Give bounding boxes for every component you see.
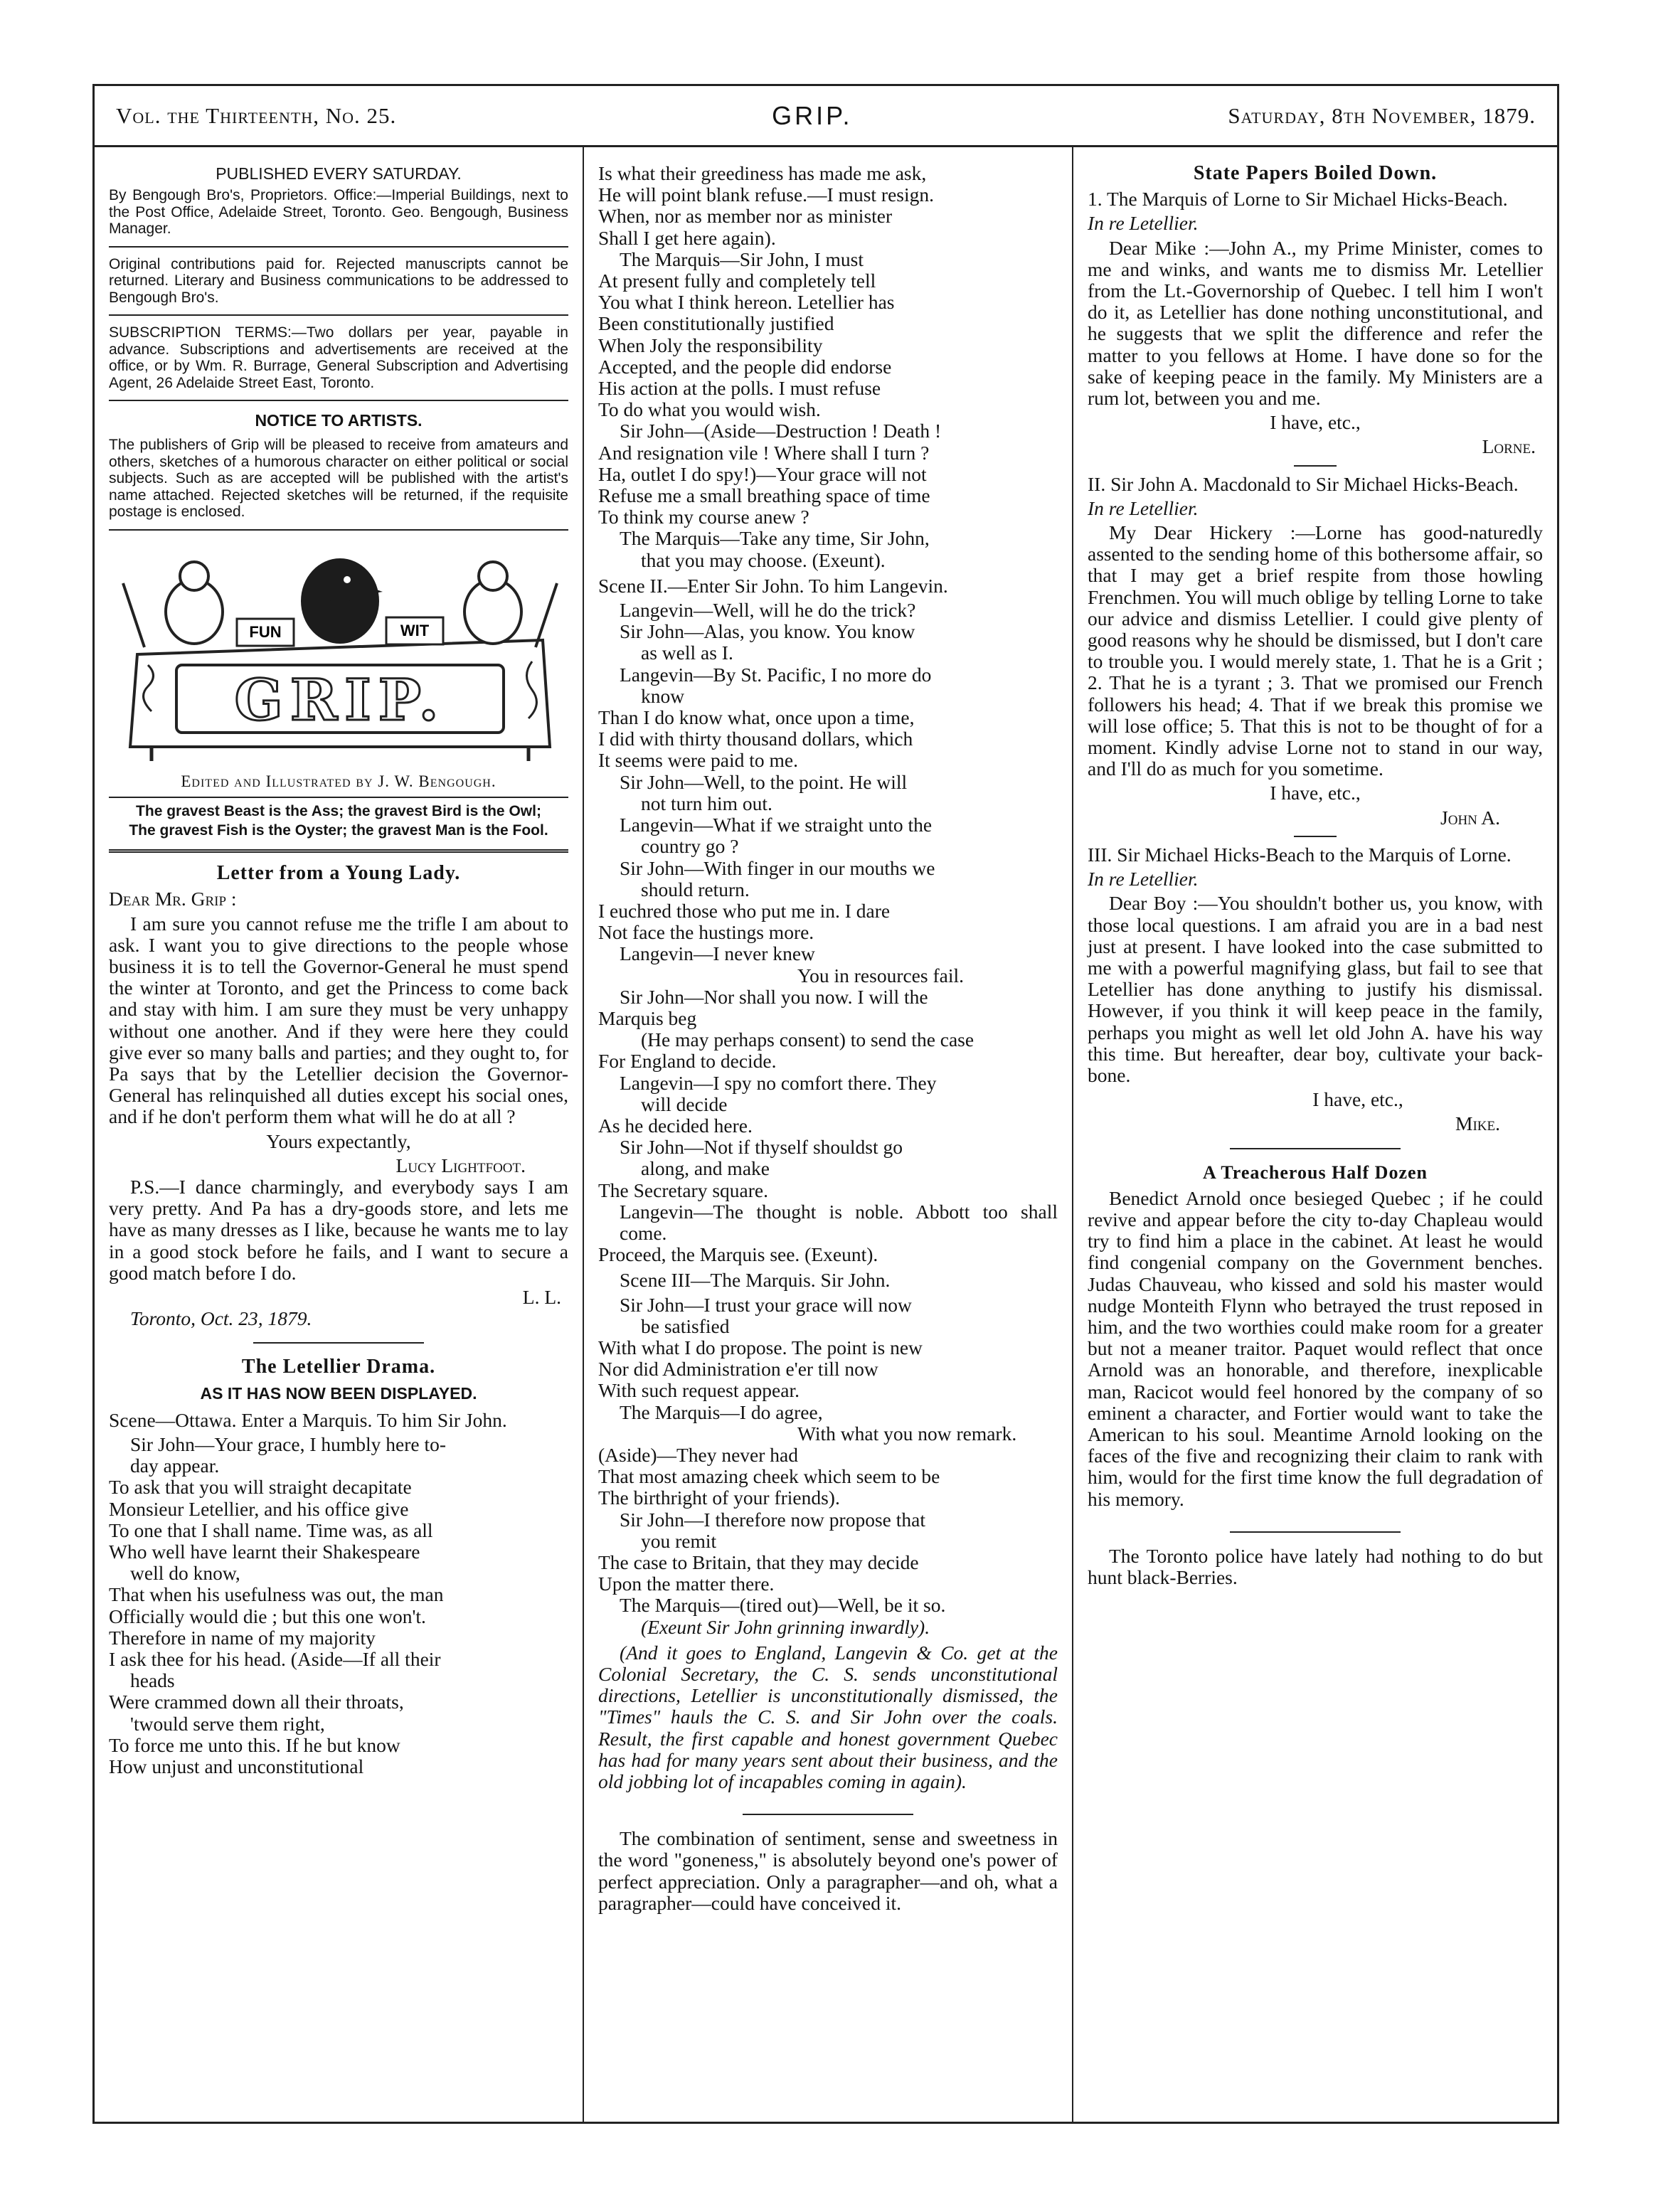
drama-line: The Secretary square. <box>598 1179 768 1201</box>
drama-line: That most amazing cheek which seem to be <box>598 1465 940 1488</box>
state-paper-3-re: In re Letellier. <box>1088 868 1199 890</box>
state-paper-2-close: I have, etc., <box>1270 782 1361 804</box>
drama-line: Upon the matter there. <box>598 1573 775 1595</box>
state-paper-1-close: I have, etc., <box>1270 411 1361 434</box>
state-paper-3-close: I have, etc., <box>1312 1088 1403 1111</box>
motto-line-2: The gravest Fish is the Oyster; the gravest Man is the Fool. <box>129 822 548 839</box>
logo-fun: FUN <box>249 622 282 641</box>
drama-line: that you may choose. (Exeunt). <box>641 548 886 571</box>
drama-line: Langevin—Well, will he do the trick? <box>620 599 916 622</box>
drama-line: (Aside)—They never had <box>598 1443 799 1466</box>
drama-line: Langevin—I spy no comfort there. They <box>620 1071 937 1094</box>
police-paragraph: The Toronto police have lately had nothing to do but hunt black-Berries. <box>1088 1544 1543 1588</box>
divider <box>109 529 568 531</box>
drama-line: The Marquis—I do agree, <box>620 1400 823 1423</box>
divider <box>1294 836 1337 837</box>
drama-line: With such request appear. <box>598 1379 800 1402</box>
drama-line: (He may perhaps consent) to send the case <box>641 1028 974 1051</box>
motto-line-1: The gravest Beast is the Ass; the gravest Bird is the Owl; <box>136 803 541 820</box>
notice-heading: NOTICE TO ARTISTS. <box>255 411 423 430</box>
drama-line: Refuse me a small breathing space of time <box>598 484 930 507</box>
state-paper-1-signature: Lorne. <box>1482 435 1536 458</box>
drama-line: The Marquis—Sir John, I must <box>620 248 864 270</box>
drama-line: The Marquis—Take any time, Sir John, <box>620 527 930 550</box>
letter-initials: L. L. <box>522 1285 561 1308</box>
drama-line: Sir John—Your grace, I humbly here to- <box>130 1432 447 1455</box>
drama-line: How unjust and unconstitutional <box>109 1755 364 1778</box>
divider <box>743 1814 913 1815</box>
drama-scene-3-lines <box>598 1294 1058 1638</box>
drama-line: Marquis beg <box>598 1006 697 1029</box>
drama-line: Sir John—I therefore now propose that <box>620 1508 925 1531</box>
drama-line: should return. <box>641 878 750 900</box>
drama-line: Sir John—Well, to the point. He will <box>620 770 908 793</box>
drama-line: Who well have learnt their Shakespeare <box>109 1541 420 1563</box>
drama-line: along, and make <box>641 1157 770 1180</box>
column-2 <box>584 147 1073 2122</box>
drama-line: Sir John—Not if thyself shouldst go <box>620 1136 903 1159</box>
divider <box>109 797 568 798</box>
drama-line: To force me unto this. If he but know <box>109 1733 400 1756</box>
drama-line: As he decided here. <box>598 1114 753 1137</box>
paper-title: GRIP. <box>772 100 853 130</box>
issue-date: Saturday, 8th November, 1879. <box>1228 102 1536 128</box>
column-3 <box>1073 147 1557 2122</box>
drama-line: To think my course anew ? <box>598 506 809 528</box>
drama-line: Langevin—What if we straight unto the <box>620 814 933 836</box>
contributions-notice: Original contributions paid for. Rejected manuscripts cannot be returned. Literary and Business communications to be addressed to Bengough Bro's. <box>109 255 568 306</box>
drama-line: The case to Britain, that they may decide <box>598 1551 919 1573</box>
newspaper-page <box>92 84 1559 2124</box>
divider <box>109 246 568 248</box>
drama-line: To ask that you will straight decapitate <box>109 1476 412 1499</box>
drama-line: Langevin—The thought is noble. Abbott too shall come. <box>620 1200 1058 1244</box>
drama-line: Therefore in name of my majority <box>109 1626 376 1649</box>
drama-stage-direction: (And it goes to England, Langevin & Co. get at the Colonial Secretary, the C. S. sends unconstitutional directions, Letellier is unconstitutionally dismissed, the "Times" hauls the C. S. and Sir John over the coals. Result, the first capable and honest government Quebec has had for many years sent about their business, and the old jobbing lot of incapables coming in again). <box>598 1641 1058 1793</box>
drama-line: Been constitutionally justified <box>598 312 834 335</box>
drama-line: With what you now remark. <box>797 1422 1017 1445</box>
drama-line: country go ? <box>641 835 739 858</box>
drama-line: Accepted, and the people did endorse <box>598 355 892 378</box>
treacherous-body: Benedict Arnold once besieged Quebec ; if he could revive and appear before the city to-day Chapleau would try to find him a place in the cabinet. At least he would find congenial company on the Government benches. Judas Chauveau, who kissed and sold his master would nudge Monteith Flynn who betrayed the trust reposed in him, and the two worthies could make room for a greater but not a meaner traitor. Paquet would reflect that once Arnold was an honorable, and therefore, inexplicable man, Racicot would feel honored by the company of so eminent a character, and Fortier would want to take the American to his soul. Meantime Arnold looking on the faces of the five and recognizing their claim to rank with him, would for the first time know the full degradation of his memory. <box>1088 1186 1543 1510</box>
publisher-info: By Bengough Bro's, Proprietors. Office:—Imperial Buildings, next to the Post Office, Adelaide Street, Toronto. Geo. Bengough, Business Manager. <box>109 187 568 238</box>
state-paper-3-title: III. Sir Michael Hicks-Beach to the Marquis of Lorne. <box>1088 843 1512 866</box>
letter-heading: Letter from a Young Lady. <box>216 862 461 885</box>
drama-subheading: AS IT HAS NOW BEEN DISPLAYED. <box>200 1383 477 1403</box>
drama-line: you remit <box>641 1529 717 1552</box>
drama-line: Officially would die ; but this one won't. <box>109 1605 426 1627</box>
drama-line: will decide <box>641 1092 728 1115</box>
drama-line: You what I think hereon. Letellier has <box>598 291 895 314</box>
drama-line: know <box>641 684 685 707</box>
divider <box>1294 465 1337 467</box>
letter-salutation: Dear Mr. Grip : <box>109 888 237 910</box>
letter-body: I am sure you cannot refuse me the trifle I am about to ask. I want you to give directions to the people whose business it is to tell the Governor-General he must spend the winter at Toronto, and get the Princess to come back and stay with him. I am sure they must be very unhappy without one another. And if they were here they could give ever so many balls and parties; and they ought to, for Pa says that by the Letellier decision the Governor-General has relinquished all duties except his social ones, and if he don't perform them what will he do at all ? <box>109 912 568 1128</box>
state-paper-2-re: In re Letellier. <box>1088 496 1199 519</box>
drama-scene: Scene—Ottawa. Enter a Marquis. To him Sir John. <box>109 1408 507 1431</box>
drama-scene-2: Scene II.—Enter Sir John. To him Langevin. <box>598 574 948 597</box>
drama-line: I did with thirty thousand dollars, which <box>598 728 913 750</box>
letter-place-date: Toronto, Oct. 23, 1879. <box>130 1307 312 1330</box>
grip-logo-drawing <box>109 533 570 768</box>
drama-line: Shall I get here again). <box>598 226 776 249</box>
state-paper-1-title: 1. The Marquis of Lorne to Sir Michael Hicks-Beach. <box>1088 188 1508 211</box>
state-papers-heading: State Papers Boiled Down. <box>1193 162 1438 184</box>
drama-line: It seems were paid to me. <box>598 749 799 772</box>
published-heading: PUBLISHED EVERY SATURDAY. <box>216 164 462 183</box>
divider <box>109 849 568 853</box>
drama-line: His action at the polls. I must refuse <box>598 377 881 400</box>
drama-line: be satisfied <box>641 1314 730 1337</box>
drama-heading: The Letellier Drama. <box>241 1356 436 1378</box>
drama-scene-2-lines <box>598 600 1058 1265</box>
editor-credit: Edited and Illustrated by J. W. Bengough. <box>181 772 496 790</box>
state-paper-2-body: My Dear Hickery :—Lorne has good-naturedly assented to the sending home of this bothersome affair, so that I may get a brief respite from those howling Frenchmen. You will much oblige by telling Lorne to take our advice and dismiss Letellier. I could give plenty of good reasons why he should be dismissed, but I don't care to trouble you. I would merely state, 1. That he is a Grit ; 2. That he is a tyrant ; 3. That we promised our French followers his head; 4. That if we break this promise we will lose office; 5. That this is not to be thought of for a moment. Kindly advise Lorne not to stand in our way, and I'll do as much for you sometime. <box>1088 521 1543 780</box>
treacherous-heading: A Treacherous Half Dozen <box>1202 1161 1428 1183</box>
drama-line: not turn him out. <box>641 792 772 814</box>
drama-line: Ha, outlet I do spy!)—Your grace will not <box>598 462 927 485</box>
divider <box>253 1342 424 1344</box>
grip-logo-illustration <box>109 533 568 768</box>
drama-line: With what I do propose. The point is new <box>598 1336 923 1358</box>
logo-grip: GRIP. <box>234 666 446 733</box>
divider <box>1230 1531 1401 1533</box>
drama-line: At present fully and completely tell <box>598 270 876 292</box>
drama-line: The Marquis—(tired out)—Well, be it so. <box>620 1594 946 1617</box>
drama-line: Sir John—With finger in our mouths we <box>620 856 935 879</box>
drama-line: When, nor as member nor as minister <box>598 205 893 228</box>
goneness-paragraph: The combination of sentiment, sense and sweetness in the word "goneness," is absolutely beyond one's power of perfect appreciation. Only a paragrapher—and oh, what a paragrapher—could have conceived it. <box>598 1827 1058 1914</box>
drama-line: When Joly the responsibility <box>598 334 823 356</box>
divider <box>109 400 568 401</box>
state-paper-3-body: Dear Boy :—You shouldn't bother us, you know, with those local questions. I am afraid you are in a bad nest just at present. I have looked into the case submitted to me with a powerful magnifying glass, but fail to see that Letellier has done anything to justify his dismissal. However, if you think it will keep peace in the family, perhaps you might as well let old John A. have his way this time. But hereafter, dear boy, cultivate your back-bone. <box>1088 892 1543 1086</box>
masthead <box>95 86 1557 147</box>
drama-line: Monsieur Letellier, and his office give <box>109 1497 409 1520</box>
drama-line: as well as I. <box>641 642 733 664</box>
letter-closing: Yours expectantly, <box>266 1129 411 1152</box>
drama-line: Sir John—(Aside—Destruction ! Death ! <box>620 420 942 442</box>
drama-line: For England to decide. <box>598 1050 777 1073</box>
drama-line: Than I do know what, once upon a time, <box>598 706 915 729</box>
notice-to-artists: The publishers of Grip will be pleased to receive from amateurs and others, sketches of a humorous character on either political or social subjects. Such as are accepted will be published with the artist's name attached. Rejected sketches will be returned, if the requisite postage is enclosed. <box>109 437 568 521</box>
volume-number: Vol. the Thirteenth, No. 25. <box>116 102 397 128</box>
drama-line: Not face the hustings more. <box>598 921 814 944</box>
drama-line: Sir John—Alas, you know. You know <box>620 620 915 643</box>
drama-line: That when his usefulness was out, the man <box>109 1583 444 1606</box>
drama-line: And resignation vile ! Where shall I turn ? <box>598 441 930 464</box>
drama-line: I euchred those who put me in. I dare <box>598 899 891 922</box>
state-paper-3-signature: Mike. <box>1455 1112 1500 1135</box>
divider <box>1230 1148 1401 1149</box>
state-paper-2-title: II. Sir John A. Macdonald to Sir Michael Hicks-Beach. <box>1088 472 1519 495</box>
letter-signature: Lucy Lightfoot. <box>395 1154 526 1176</box>
drama-line: Sir John—I trust your grace will now <box>620 1293 912 1316</box>
logo-wit: WIT <box>400 621 430 639</box>
drama-line: Is what their greediness has made me ask, <box>598 162 927 184</box>
drama-line: You in resources fail. <box>797 964 964 987</box>
drama-line: I ask thee for his head. (Aside—If all their <box>109 1648 441 1671</box>
drama-line: 'twould serve them right, <box>130 1712 325 1735</box>
drama-scene-3: Scene III—The Marquis. Sir John. <box>620 1269 891 1292</box>
drama-line: To one that I shall name. Time was, as all <box>109 1519 433 1541</box>
state-paper-2-signature: John A. <box>1440 806 1500 829</box>
drama-continued <box>598 163 1058 571</box>
column-1 <box>95 147 584 2122</box>
letter-postscript: P.S.—I dance charmingly, and everybody says I am very pretty. And Pa has a dry-goods store, and lets me have as many dresses as I like, because he wants me to lay in a good stock before he fails, and I want to secure a good match before I do. <box>109 1175 568 1284</box>
drama-line: Sir John—Nor shall you now. I will the <box>620 985 928 1008</box>
drama-line: Were crammed down all their throats, <box>109 1691 404 1713</box>
state-paper-1-body: Dear Mike :—John A., my Prime Minister, comes to me and winks, and wants me to dismiss Mr. Letellier from the Lt.-Governorship of Quebec. I tell him I won't do it, as Letellier has done nothing unconstitutional, and he suggests that we split the difference and refer the matter to you fellows at Home. I have done so for the sake of keeping peace in the family. My Ministers are a rum lot, between you and me. <box>1088 236 1543 410</box>
drama-line: Langevin—By St. Pacific, I no more do <box>620 663 932 686</box>
state-paper-1-re: In re Letellier. <box>1088 212 1199 235</box>
drama-line: heads <box>130 1669 175 1692</box>
drama-line: The birthright of your friends). <box>598 1487 840 1509</box>
drama-line: To do what you would wish. <box>598 398 821 421</box>
drama-line: Nor did Administration e'er till now <box>598 1358 878 1381</box>
subscription-terms: SUBSCRIPTION TERMS:—Two dollars per year, payable in advance. Subscriptions and advertisements are received at the office, or by Wm. R. Burrage, General Subscription and Advertising Agent, 26 Adelaide Street East, Toronto. <box>109 324 568 391</box>
drama-line: Proceed, the Marquis see. (Exeunt). <box>598 1243 878 1266</box>
drama-line: well do know, <box>130 1562 240 1585</box>
drama-line: (Exeunt Sir John grinning inwardly). <box>641 1615 930 1638</box>
drama-line: Langevin—I never knew <box>620 942 815 965</box>
drama-line: day appear. <box>130 1455 220 1477</box>
drama-line: He will point blank refuse.—I must resign. <box>598 184 934 206</box>
divider <box>109 314 568 316</box>
